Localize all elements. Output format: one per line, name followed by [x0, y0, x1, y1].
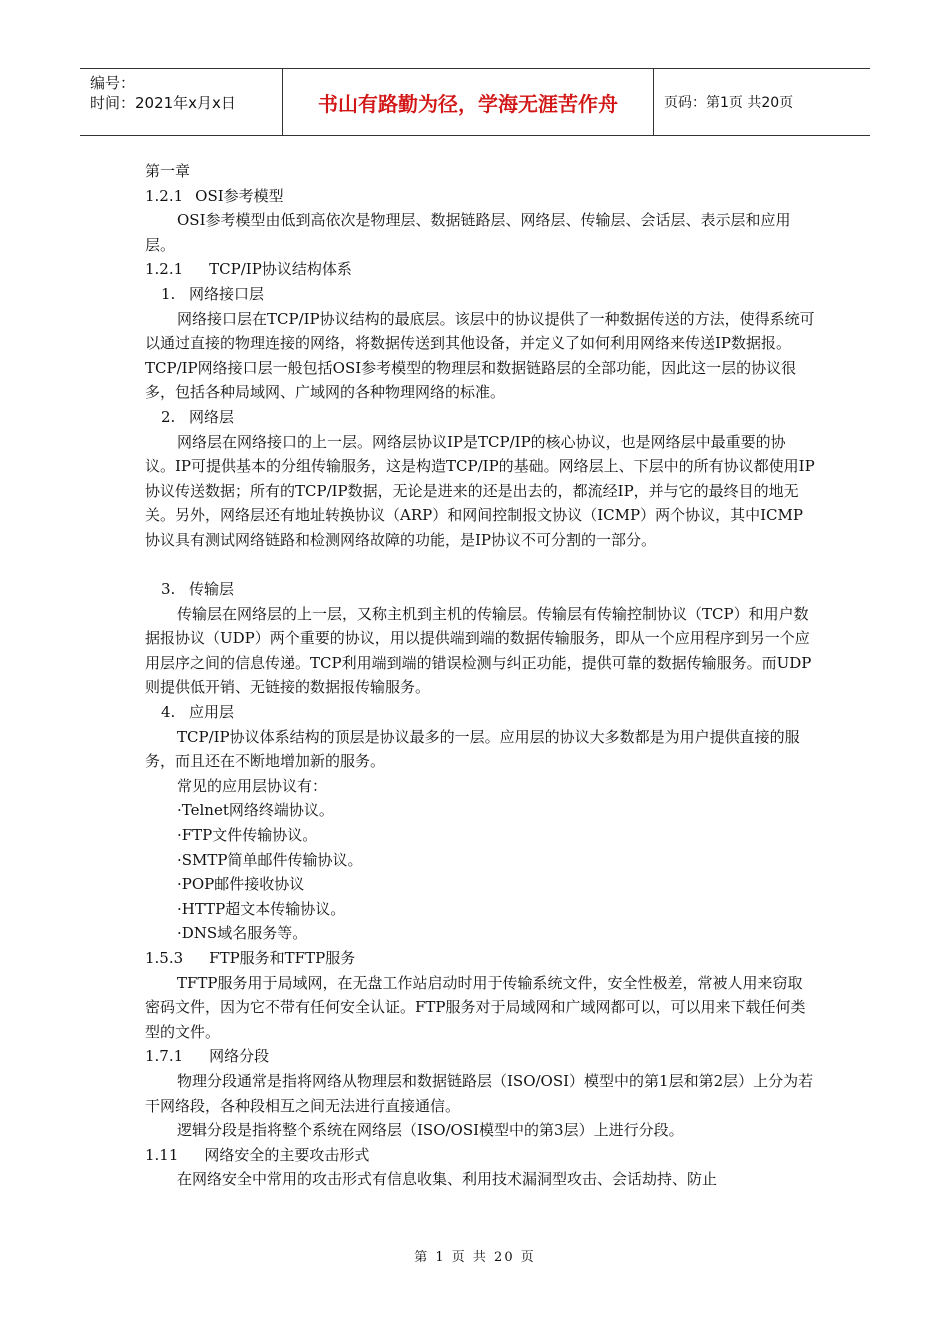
list-title: 网络接口层 — [189, 284, 265, 303]
chapter-title: 第一章 — [145, 162, 191, 180]
paragraph: 网络层在网络接口的上一层。网络层协议IP是TCP/IP的核心协议，也是网络层中最重要的协议。IP可提供基本的分组传输服务，这是构造TCP/IP的基础。网络层上、下层中的所有协议都使用IP协议传送数据；所有的TCP/IP数据，无论是进来的还是出去的，都流经IP，并与它的最终目的地无关。另外，网络层还有地址转换协议（ARP）和网间控制报文协议（ICMP）两个协议，其中ICMP协议具有测试网络链路和检测网络故障的功能，是IP协议不可分割的一部分。 — [145, 432, 815, 549]
header-page-code: 页码：第1页 共20页 — [664, 95, 794, 111]
paragraph: OSI参考模型由低到高依次是物理层、数据链路层、网络层、传输层、会话层、表示层和应用层。 — [145, 211, 791, 254]
section-number: 1.2.1 — [145, 186, 184, 205]
list-item: ·FTP文件传输协议。 — [177, 826, 318, 845]
section-heading — [145, 1143, 815, 1168]
section-title: TCP/IP协议结构体系 — [209, 260, 352, 279]
paragraph: TFTP服务用于局域网，在无盘工作站启动时用于传输系统文件，安全性极差，常被人用来窃取密码文件，因为它不带有任何安全认证。FTP服务对于局域网和广域网都可以，可以用来下载任何类型的文件。 — [145, 973, 806, 1041]
list-number: 3. — [161, 580, 176, 599]
section-number: 1.7.1 — [145, 1047, 184, 1066]
list-number: 1. — [161, 284, 176, 303]
list-item: ·DNS域名服务等。 — [177, 924, 308, 943]
doc-number-label: 编号： — [90, 74, 136, 92]
list-item: ·POP邮件接收协议 — [177, 875, 305, 894]
list-item: ·Telnet网络终端协议。 — [177, 801, 334, 820]
section-title: OSI参考模型 — [195, 186, 284, 205]
list-item: ·HTTP超文本传输协议。 — [177, 899, 346, 918]
section-heading — [145, 257, 815, 282]
section-heading — [145, 184, 815, 209]
header-motto: 书山有路勤为径，学海无涯苦作舟 — [282, 69, 654, 135]
section-title: 网络分段 — [209, 1047, 270, 1066]
section-title: FTP服务和TFTP服务 — [209, 949, 356, 967]
paragraph: TCP/IP协议体系结构的顶层是协议最多的一层。应用层的协议大多数都是为用户提供直接的服务，而且还在不断地增加新的服务。 — [145, 727, 800, 771]
page-footer: 第 1 页 共 20 页 — [414, 1250, 536, 1265]
section-number: 1.11 — [145, 1145, 179, 1164]
list-heading — [145, 577, 815, 602]
list-item: ·SMTP简单邮件传输协议。 — [177, 850, 363, 869]
header-table — [80, 68, 870, 136]
list-title: 应用层 — [189, 703, 235, 722]
section-number: 1.2.1 — [145, 260, 184, 279]
list-heading — [145, 700, 815, 725]
list-number: 2. — [161, 407, 176, 426]
list-heading — [145, 405, 815, 430]
section-heading — [145, 946, 815, 971]
doc-time-label: 时间：2021年x月x日 — [90, 94, 236, 112]
section-title: 网络安全的主要攻击形式 — [204, 1145, 370, 1164]
section-heading — [145, 1044, 815, 1069]
paragraph: 传输层在网络层的上一层，又称主机到主机的传输层。传输层有传输控制协议（TCP）和用户数据报协议（UDP）两个重要的协议，用以提供端到端的数据传输服务，即从一个应用程序到另一个应用层序之间的信息传递。TCP利用端到端的错误检测与纠正功能，提供可靠的数据传输服务。而UDP则提供低开销、无链接的数据报传输服务。 — [145, 604, 812, 697]
paragraph: 物理分段通常是指将网络从物理层和数据链路层（ISO/OSI）模型中的第1层和第2层）上分为若干网络段，各种段相互之间无法进行直接通信。 — [145, 1071, 814, 1115]
paragraph: 网络接口层在TCP/IP协议结构的最底层。该层中的协议提供了一种数据传送的方法，使得系统可以通过直接的物理连接的网络，将数据传送到其他设备，并定义了如何利用网络来传送IP数据报。TCP/IP网络接口层一般包括OSI参考模型的物理层和数据链路层的全部功能，因此这一层的协议很多，包括各种局域网、广域网的各种物理网络的标准。 — [145, 309, 815, 402]
blank-line — [145, 553, 815, 578]
paragraph: 常见的应用层协议有： — [177, 776, 328, 795]
paragraph: 在网络安全中常用的攻击形式有信息收集、利用技术漏洞型攻击、会话劫持、防止 — [177, 1170, 718, 1189]
list-heading — [145, 282, 815, 307]
list-title: 传输层 — [189, 580, 235, 599]
list-title: 网络层 — [189, 407, 235, 426]
list-number: 4. — [161, 703, 176, 722]
header-left-cell — [80, 69, 282, 135]
section-number: 1.5.3 — [145, 949, 184, 967]
paragraph: 逻辑分段是指将整个系统在网络层（ISO/OSI模型中的第3层）上进行分段。 — [177, 1121, 684, 1140]
document-body — [145, 159, 815, 1192]
